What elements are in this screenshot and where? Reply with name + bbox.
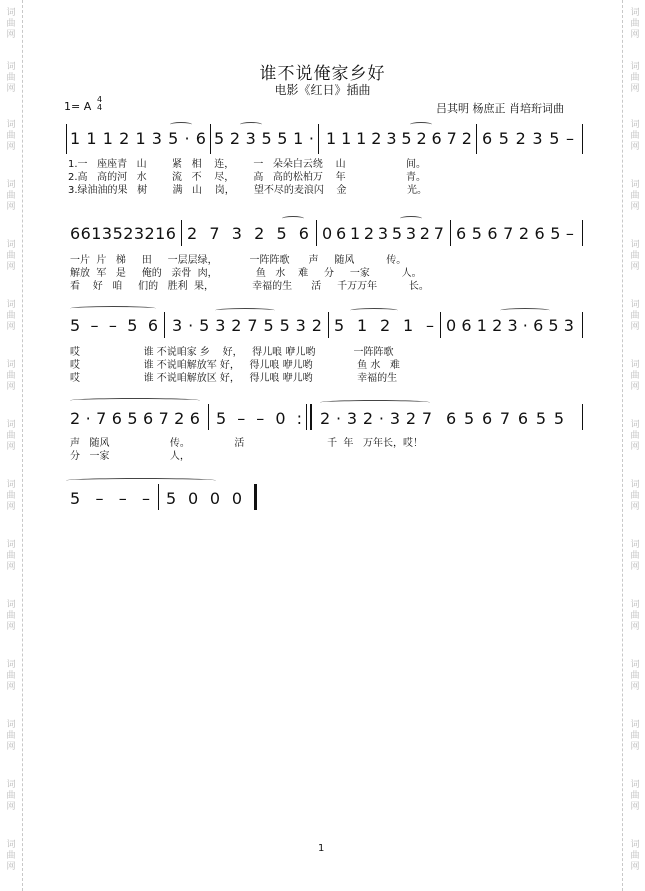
lyric-verse-2: 解放 军 是 俺的 亲骨 肉， 鱼 水 难 分 一家 人。 xyxy=(70,268,422,279)
barline xyxy=(582,124,583,154)
watermark-right-6: 词 曲 网 xyxy=(630,300,640,332)
final-barline xyxy=(254,484,257,510)
lyric-verse-2: 分 一家 人， xyxy=(70,451,190,462)
watermark-right-7: 词 曲 网 xyxy=(630,360,640,392)
barline xyxy=(582,220,583,246)
watermark-left-10: 词 曲 网 xyxy=(6,540,16,572)
barline xyxy=(582,404,583,430)
measure: 0 6 1 2 3 5 3 2 7 xyxy=(322,224,444,243)
slur xyxy=(350,308,398,313)
slur xyxy=(66,478,216,483)
slur xyxy=(240,122,262,127)
slur xyxy=(500,308,550,313)
barline xyxy=(440,312,441,338)
watermark-right-3: 词 曲 网 xyxy=(630,120,640,152)
time-signature xyxy=(97,96,102,112)
watermark-left-4: 词 曲 网 xyxy=(6,180,16,212)
watermark-left-9: 词 曲 网 xyxy=(6,480,16,512)
watermark-right-14: 词 曲 网 xyxy=(630,780,640,812)
watermark-left-5: 词 曲 网 xyxy=(6,240,16,272)
watermark-right-4: 词 曲 网 xyxy=(630,180,640,212)
measure: 5 1 2 1 – xyxy=(334,316,434,335)
slur xyxy=(215,308,275,313)
lyric-verse-3: 看 好 咱 们的 胜利 果， 幸福的生 活 千万万年 长。 xyxy=(70,281,429,292)
lyric-verse-3: 3.绿油油的果 树 满 山 岗， 望不尽的麦浪闪 金 光。 xyxy=(68,185,427,196)
song-subtitle: 电影《红日》插曲 xyxy=(274,83,371,97)
watermark-right-10: 词 曲 网 xyxy=(630,540,640,572)
time-signature-bottom: 4 xyxy=(97,103,103,112)
lyric-verse-1: 一片 片 梯 田 一层层绿， 一阵阵歌 声 随风 传。 xyxy=(70,255,407,266)
measure: 2 · 3 2 · 3 2 7 xyxy=(320,409,432,428)
lyric-verse-2: 哎 谁 不说咱解放军 好， 得儿哴 咿儿哟 鱼 水 难 xyxy=(70,360,400,371)
lyric-verse-2: 2.高 高的河 水 流 不 尽， 高 高的松柏万 年 青。 xyxy=(68,172,427,183)
watermark-left-14: 词 曲 网 xyxy=(6,780,16,812)
slur xyxy=(70,398,200,403)
lyric-verse-1: 声 随风 传。 活 千 年 万年长，哎！ xyxy=(70,438,423,449)
left-margin-line xyxy=(22,0,23,891)
measure: 5 0 0 0 xyxy=(166,489,242,508)
composer-credit: 吕其明 杨庶正 肖培珩词曲 xyxy=(436,102,564,115)
watermark-left-6: 词 曲 网 xyxy=(6,300,16,332)
slur xyxy=(70,306,156,311)
measure: 5 – – 0 : xyxy=(216,409,302,428)
barline xyxy=(476,124,477,154)
watermark-left-11: 词 曲 网 xyxy=(6,600,16,632)
watermark-left-7: 词 曲 网 xyxy=(6,360,16,392)
barline xyxy=(210,124,211,154)
slur xyxy=(170,122,192,127)
measure: 6 5 6 7 6 5 5 xyxy=(446,409,564,428)
measure: 1 1 1 2 3 5 2 6 7 2 xyxy=(326,129,472,148)
measure: 3 · 5 3 2 7 5 5 3 2 xyxy=(172,316,322,335)
barline xyxy=(318,124,319,154)
watermark-right-1: 词 曲 网 xyxy=(630,8,640,40)
key-signature: 1= A xyxy=(64,100,92,113)
measure: 2 · 7 6 5 6 7 2 6 xyxy=(70,409,200,428)
page-number: 1 xyxy=(318,843,325,854)
watermark-left-8: 词 曲 网 xyxy=(6,420,16,452)
watermark-left-3: 词 曲 网 xyxy=(6,120,16,152)
watermark-left-1: 词 曲 网 xyxy=(6,8,16,40)
watermark-right-9: 词 曲 网 xyxy=(630,480,640,512)
barline xyxy=(158,484,159,510)
lyric-verse-1: 哎 谁 不说咱家 乡 好， 得儿哴 咿儿哟 一阵阵歌 xyxy=(70,347,394,358)
barline xyxy=(208,404,209,430)
watermark-right-5: 词 曲 网 xyxy=(630,240,640,272)
measure: 6 6 1 3 5 2 3 2 1 6 xyxy=(70,224,176,243)
measure: 6 5 6 7 2 6 5 – xyxy=(456,224,574,243)
slur xyxy=(410,122,432,127)
watermark-left-13: 词 曲 网 xyxy=(6,720,16,752)
watermark-right-2: 词 曲 网 xyxy=(630,62,640,94)
right-margin-line xyxy=(622,0,623,891)
barline xyxy=(66,124,67,154)
measure: 5 – – – xyxy=(70,489,150,508)
barline xyxy=(328,312,329,338)
watermark-right-13: 词 曲 网 xyxy=(630,720,640,752)
lyric-verse-1: 1.一 座座青 山 紧 相 连， 一 朵朵白云绕 山 间。 xyxy=(68,159,427,170)
repeat-barline xyxy=(310,404,312,430)
measure: 5 – – 5 6 xyxy=(70,316,158,335)
slur xyxy=(282,216,304,221)
measure: 0 6 1 2 3 · 6 5 3 xyxy=(446,316,574,335)
barline xyxy=(582,312,583,338)
time-signature-top: 4 xyxy=(97,95,103,104)
measure: 1 1 1 2 1 3 5 · 6 xyxy=(70,129,206,148)
watermark-left-2: 词 曲 网 xyxy=(6,62,16,94)
watermark-right-8: 词 曲 网 xyxy=(630,420,640,452)
measure: 6 5 2 3 5 – xyxy=(482,129,574,148)
barline xyxy=(450,220,451,246)
watermark-left-15: 词 曲 网 xyxy=(6,840,16,872)
song-title: 谁不说俺家乡好 xyxy=(259,64,386,84)
slur xyxy=(320,400,430,405)
slur xyxy=(400,216,422,221)
barline xyxy=(306,404,307,430)
watermark-left-12: 词 曲 网 xyxy=(6,660,16,692)
watermark-right-11: 词 曲 网 xyxy=(630,600,640,632)
barline xyxy=(164,312,165,338)
watermark-right-12: 词 曲 网 xyxy=(630,660,640,692)
measure: 5 2 3 5 5 1 · xyxy=(214,129,314,148)
barline xyxy=(316,220,317,246)
lyric-verse-3: 哎 谁 不说咱解放区 好， 得儿哴 咿儿哟 幸福的生 xyxy=(70,373,398,384)
watermark-right-15: 词 曲 网 xyxy=(630,840,640,872)
measure: 2 7 3 2 5 6 xyxy=(187,224,309,243)
barline xyxy=(181,220,182,246)
